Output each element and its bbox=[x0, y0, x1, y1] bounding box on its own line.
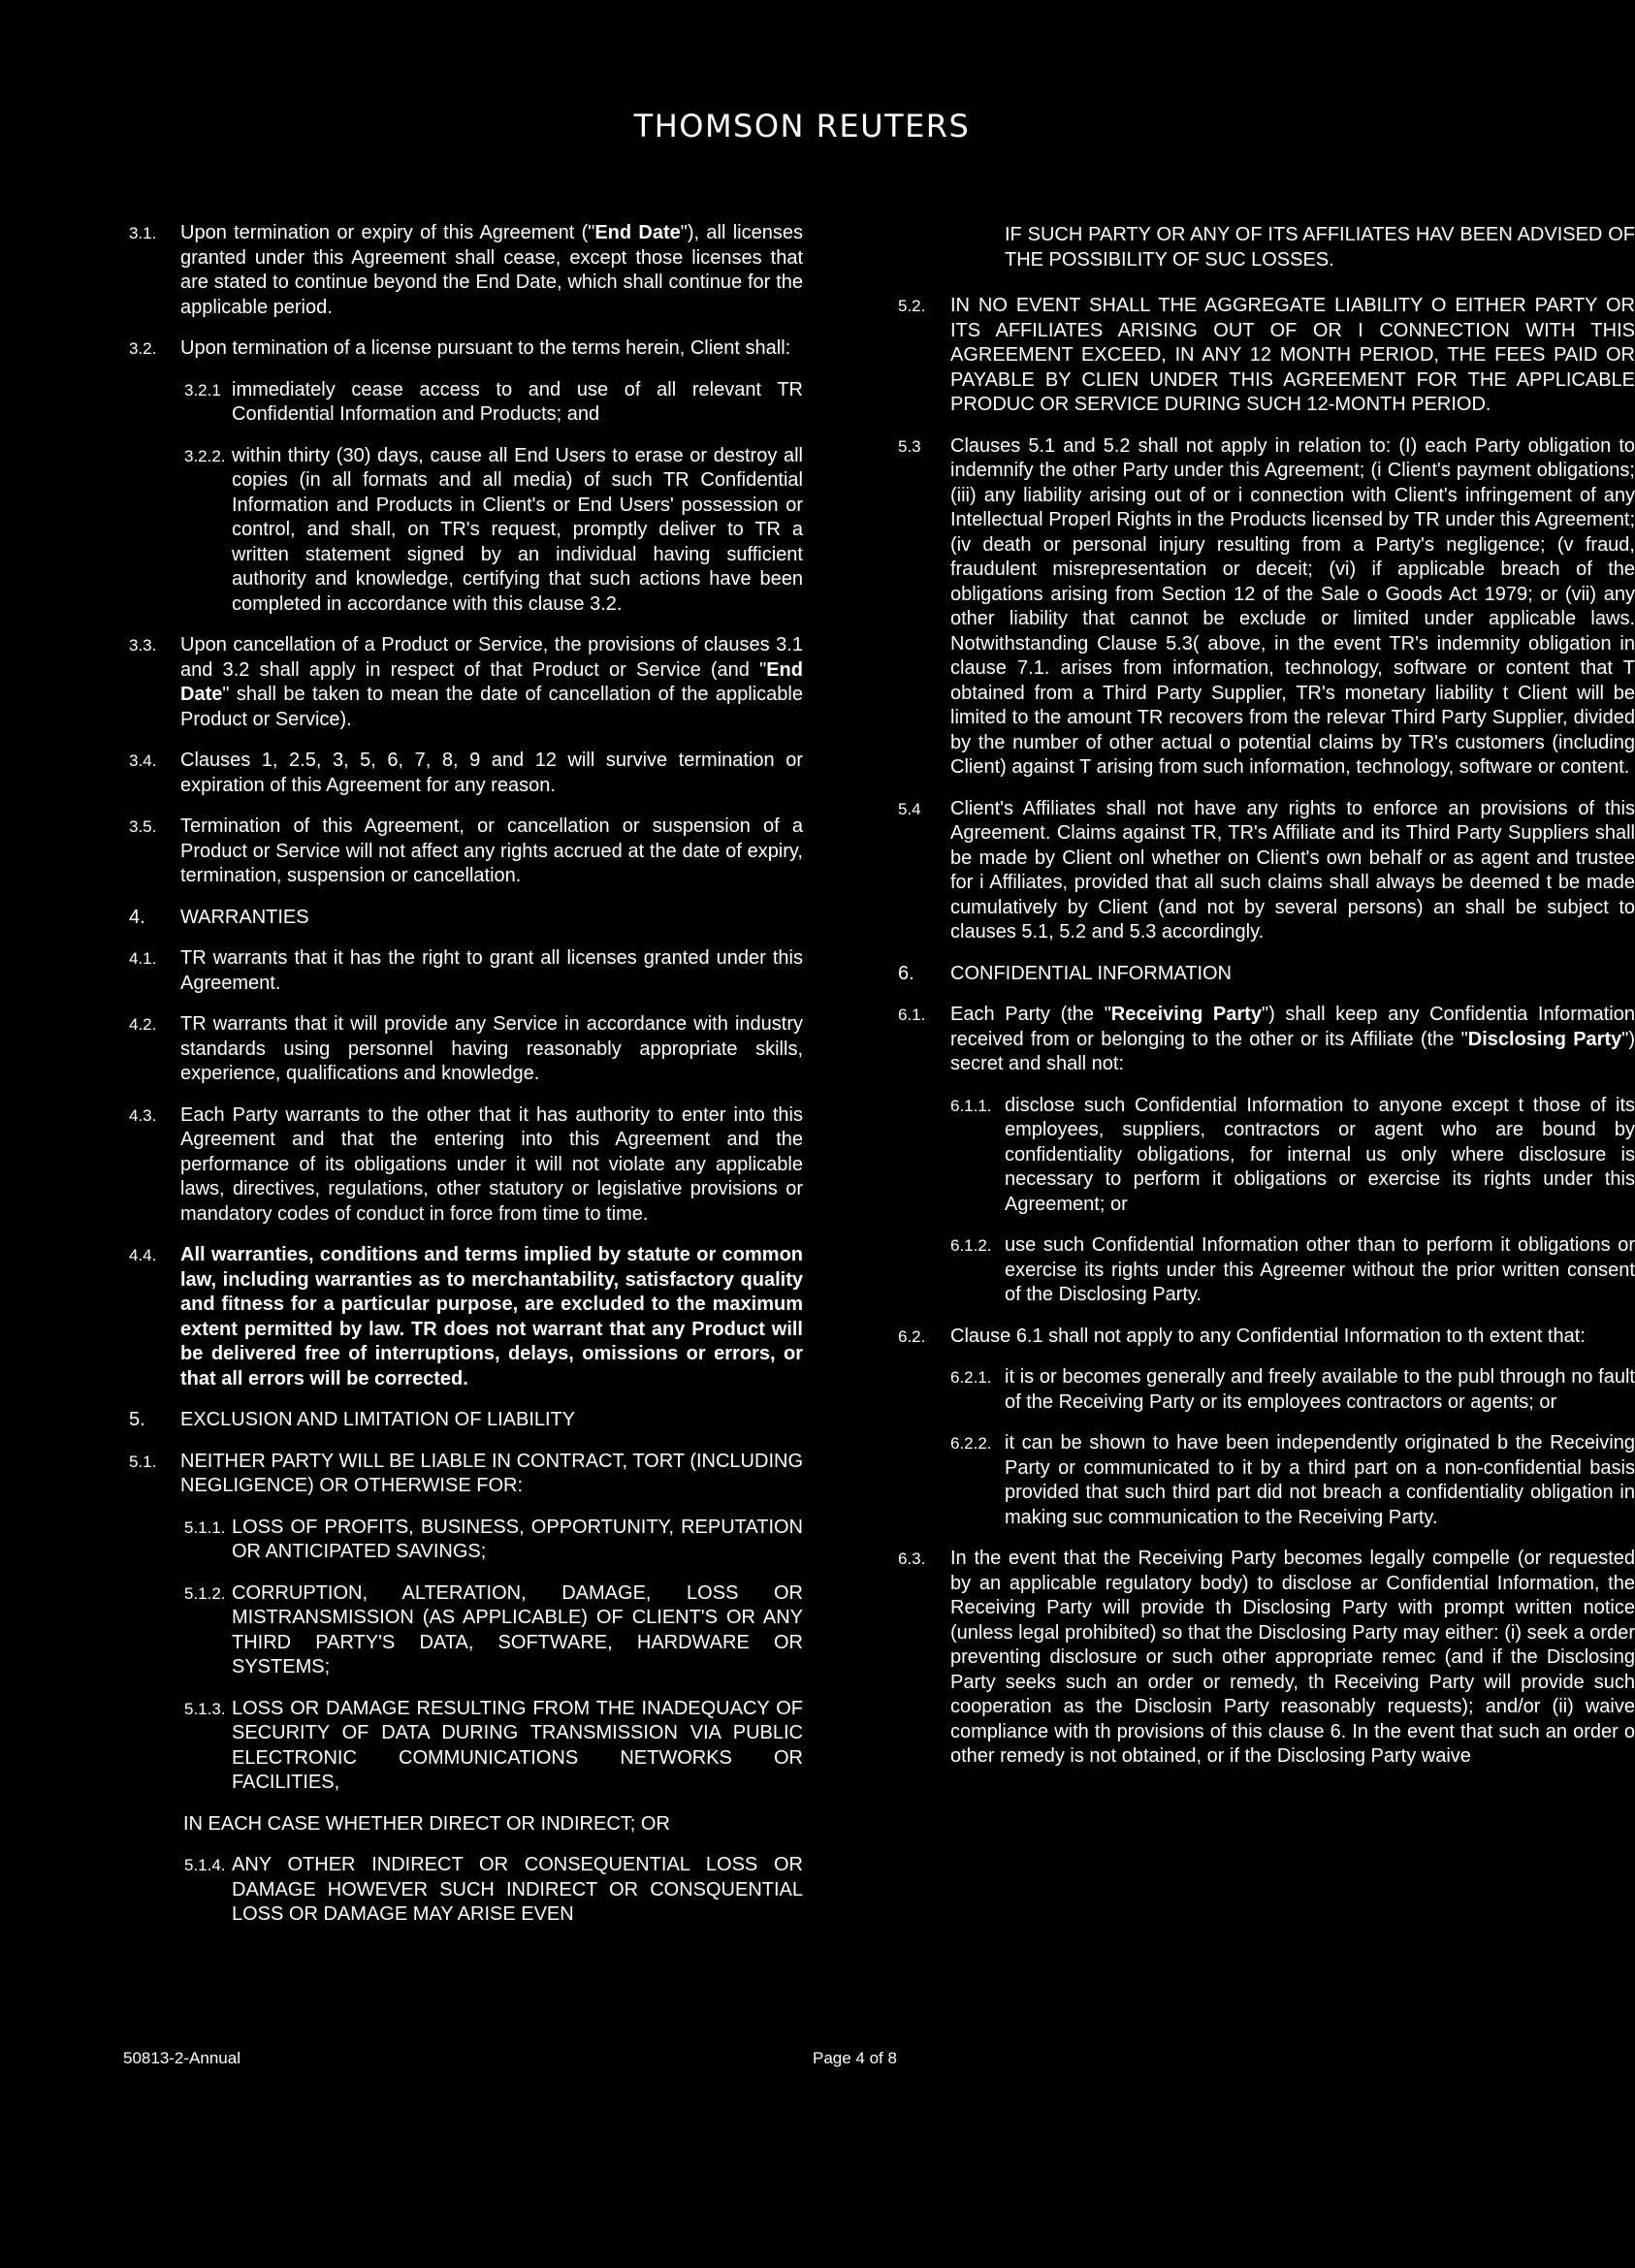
clause-3-2-1: 3.2.1 immediately cease access to and use of all relevant TR Confidential Information and Products; and bbox=[184, 378, 803, 425]
clause-5-1: 5.1. NEITHER PARTY WILL BE LIABLE IN CONTRACT, TORT (INCLUDING NEGLIGENCE) OR OTHERWISE FOR: bbox=[129, 1450, 803, 1496]
heading-exclusion-liability: 5. EXCLUSION AND LIMITATION OF LIABILITY bbox=[129, 1409, 576, 1430]
clause-3-5: 3.5. Termination of this Agreement, or cancellation or suspension of a Product or Service will not affect any rights accrued at the date of expiry, termination, suspension or cancellation. bbox=[129, 815, 803, 886]
clause-5-1-4-continued: IF SUCH PARTY OR ANY OF ITS AFFILIATES HAV BEEN ADVISED OF THE POSSIBILITY OF SUC LOSSES. bbox=[1005, 224, 1635, 271]
thomson-reuters-logo: THOMSON REUTERS bbox=[633, 108, 971, 144]
right-column bbox=[898, 223, 1635, 2085]
clause-6-2-1: 6.2.1. it is or becomes generally and freely available to the publ through no fault of the Receiving Party or its employees contractors or agents; or bbox=[950, 1366, 1635, 1413]
clause-4-3: 4.3. Each Party warrants to the other that it has authority to enter into this Agreement and that the entering into this Agreement and the performance of its obligations under it will not violate any applicable laws, directives, regulations, other statutory or legislative provisions or mandatory codes of conduct in force from time to time. bbox=[129, 1103, 803, 1225]
clause-3-3: 3.3. Upon cancellation of a Product or Service, the provisions of clauses 3.1 and 3.2 shall apply in respect of that Product or Service (and "End Date" shall be taken to mean the date of cancellation of the applicable Product or Service). bbox=[129, 634, 803, 730]
clause-5-4: 5.4 Client's Affiliates shall not have any rights to enforce an provisions of this Agreement. Claims against TR, TR's Affiliate and its Third Party Suppliers shall be made by Client onl whether on Client's own behalf or as agent and trustee for i Affiliates, provided that all such claims shall always be deemed t be made cumulatively by Client (and not by several persons) an shall be subject to clauses 5.1, 5.2 and 5.3 accordingly. bbox=[898, 797, 1635, 942]
clause-3-2: 3.2. Upon termination of a license pursuant to the terms herein, Client shall: bbox=[129, 337, 791, 359]
clause-5-1-1: 5.1.1. LOSS OF PROFITS, BUSINESS, OPPORTUNITY, REPUTATION OR ANTICIPATED SAVINGS; bbox=[184, 1516, 803, 1562]
clause-3-1: 3.1. Upon termination or expiry of this Agreement ("End Date"), all licenses granted under this Agreement shall cease, except those licenses that are stated to continue beyond the End Date, which shall continue for the applicable period. bbox=[129, 222, 803, 318]
clause-6-3: 6.3. In the event that the Receiving Party becomes legally compelle (or requested by an applicable regulatory body) to disclose ar Confidential Information, the Receiving Party will provide th Disclosing Party with prompt written notice (unless legal prohibited) so that the Disclosing Party may either: (i) seek a order preventing disclosure or such other appropriate remec (and if the Disclosing Party seeks such an order or remedy, th Receiving Party will provide such cooperation as the Disclosin Party reasonably requests); and/or (ii) waive compliance with th provisions of this clause 6. In the event that such an order o other remedy is not obtained, or if the Disclosing Party waive bbox=[898, 1548, 1635, 1767]
clause-5-1-3: 5.1.3. LOSS OR DAMAGE RESULTING FROM THE INADEQUACY OF SECURITY OF DATA DURING TRANSMISSION VIA PUBLIC ELECTRONIC COMMUNICATIONS NETWORKS OR FACILITIES, bbox=[184, 1697, 803, 1793]
clause-3-4: 3.4. Clauses 1, 2.5, 3, 5, 6, 7, 8, 9 and 12 will survive termination or expiration of this Agreement for any reason. bbox=[129, 750, 803, 796]
clause-6-2: 6.2. Clause 6.1 shall not apply to any Confidential Information to th extent that: bbox=[898, 1325, 1586, 1347]
clause-5-2: 5.2. IN NO EVENT SHALL THE AGGREGATE LIABILITY O EITHER PARTY OR ITS AFFILIATES ARISING OUT OF OR I CONNECTION WITH THIS AGREEMENT EXCEED, IN ANY 12 MONTH PERIOD, THE FEES PAID OR PAYABLE BY CLIEN UNDER THIS AGREEMENT FOR THE APPLICABLE PRODUC OR SERVICE DURING SUCH 12-MONTH PERIOD. bbox=[898, 295, 1635, 415]
clause-6-1-2: 6.1.2. use such Confidential Information other than to perform it obligations or exercise its rights under this Agreemer without the prior written consent of the Disclosing Party. bbox=[950, 1234, 1635, 1305]
clause-3-2-2: 3.2.2. within thirty (30) days, cause all End Users to erase or destroy all copies (in all formats and all media) of such TR Confidential Information and Products in Client's or End Users' possession or control, and shall, on TR's request, promptly deliver to TR a written statement signed by an individual having sufficient authority and knowledge, certifying that such actions have been completed in accordance with this clause 3.2. bbox=[184, 444, 803, 615]
heading-confidential-information: 6. CONFIDENTIAL INFORMATION bbox=[898, 962, 1232, 984]
clause-4-4: 4.4. All warranties, conditions and terms implied by statute or common law, including warranties as to merchantability, satisfactory quality and fitness for a particular purpose, are excluded to the maximum extent permitted by law. TR does not warrant that any Product will be delivered free of interruptions, delays, omissions or errors, or that all errors will be corrected. bbox=[129, 1244, 803, 1390]
clause-5-1-4: 5.1.4. ANY OTHER INDIRECT OR CONSEQUENTIAL LOSS OR DAMAGE HOWEVER SUCH INDIRECT OR CONSQUENTIAL LOSS OR DAMAGE MAY ARISE EVEN bbox=[184, 1854, 803, 1925]
heading-warranties: 4. WARRANTIES bbox=[129, 906, 309, 928]
clause-5-3: 5.3 Clauses 5.1 and 5.2 shall not apply in relation to: (I) each Party obligation to indemnify the other Party under this Agreement; (i Client's payment obligations; (iii) any liability arising out of or i connection with Client's infringement of any Intellectual Properl Rights in the Products licensed by TR under this Agreement; (iv death or personal injury resulting from a Party's negligence; (v fraud, fraudulent misrepresentation or deceit; (vi) if applicable breach of the obligations arising from Section 12 of the Sale o Goods Act 1979; or (vii) any other liability that cannot be exclude or limited under applicable laws. Notwithstanding Clause 5.3( above, in the event TR's indemnity obligation in clause 7.1. arises from information, technology, software or content that T obtained from a Third Party Supplier, TR's monetary liability t Client will be limited to the amount TR recovers from the relevar Third Party Supplier, divided by the number of other actual o potential claims by TR's customers (including Client) against T arising from such information, technology, software or content. bbox=[898, 434, 1635, 778]
footer-document-id: 50813-2-Annual bbox=[123, 2049, 240, 2067]
footer-page-number: Page 4 of 8 bbox=[813, 2049, 897, 2067]
clause-4-2: 4.2. TR warrants that it will provide any Service in accordance with industry standards using personnel having reasonably appropriate skills, experience, qualifications and knowledge. bbox=[129, 1013, 803, 1084]
clause-6-2-2: 6.2.2. it can be shown to have been independently originated b the Receiving Party or communicated to it by a third part on a non-confidential basis provided that such third part did not breach a confidentiality obligation in making suc communication to the Receiving Party. bbox=[950, 1432, 1635, 1528]
each-case-text: IN EACH CASE WHETHER DIRECT OR INDIRECT; OR bbox=[183, 1812, 670, 1835]
clause-5-1-2: 5.1.2. CORRUPTION, ALTERATION, DAMAGE, LOSS OR MISTRANSMISSION (AS APPLICABLE) OF CLIENT'S OR ANY THIRD PARTY'S DATA, SOFTWARE, HARDWARE OR SYSTEMS; bbox=[184, 1581, 803, 1677]
clause-6-1-1: 6.1.1. disclose such Confidential Information to anyone except t those of its employees, suppliers, contractors or agent who are bound by confidentiality obligations, for internal us only where disclosure is necessary to perform it obligations or exercise its rights under this Agreement; or bbox=[950, 1094, 1635, 1215]
clause-6-1: 6.1. Each Party (the "Receiving Party") shall keep any Confidentia Information received from or belonging to the other or its Affiliate (the "Disclosing Party") secret and shall not: bbox=[898, 1004, 1635, 1074]
clause-4-1: 4.1. TR warrants that it has the right to grant all licenses granted under this Agreement. bbox=[129, 947, 803, 994]
left-column bbox=[129, 221, 803, 1944]
